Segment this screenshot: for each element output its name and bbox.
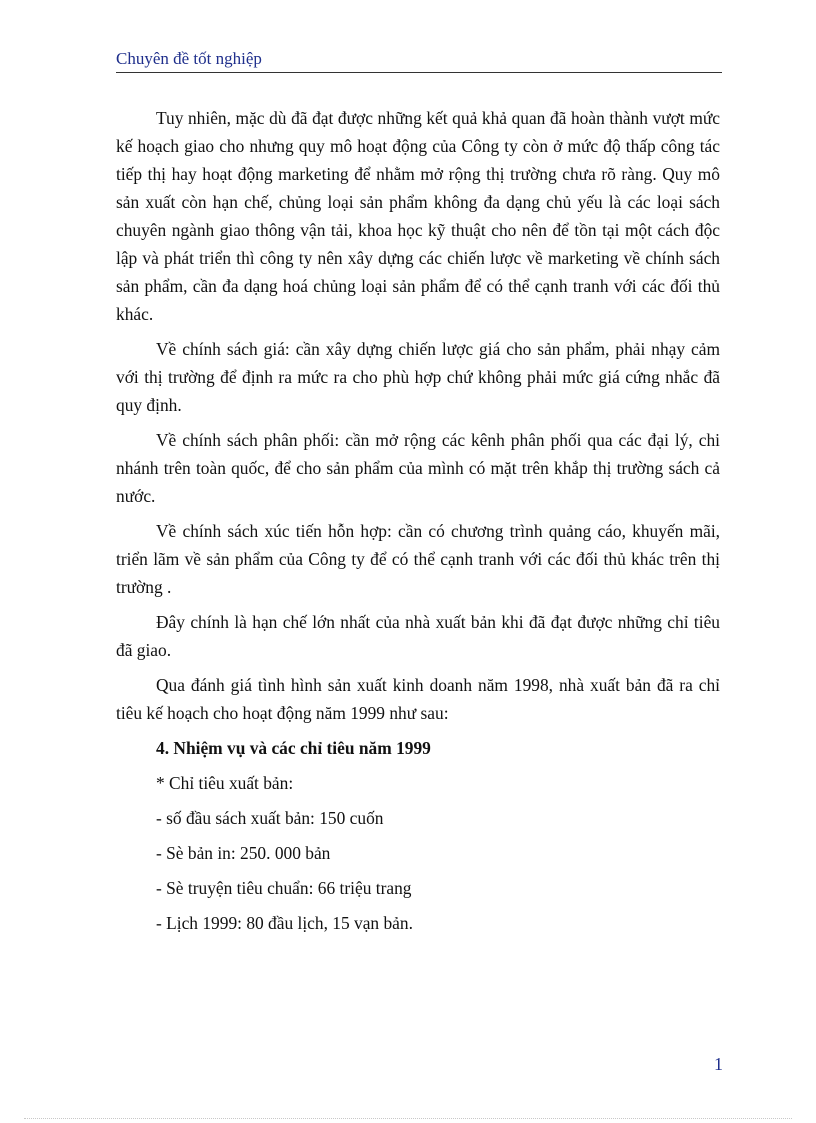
- paragraph: Tuy nhiên, mặc dù đã đạt được những kết quả khả quan đã hoàn thành vượt mức kế hoạch giao cho nhưng quy mô hoạt động của Công ty còn ở mức độ thấp công tác tiếp thị hay hoạt động marketing để nhằm mở rộng thị trường chưa rõ ràng. Quy mô sản xuất còn hạn chế, chủng loại sản phẩm không đa dạng chủ yếu là các loại sách chuyên ngành giao thông vận tải, khoa học kỹ thuật cho nên để tồn tại một cách độc lập và phát triển thì công ty nên xây dựng các chiến lược về marketing về chính sách sản phẩm, cần đa dạng hoá chủng loại sản phẩm để có thể cạnh tranh với các đối thủ khác.: [116, 108, 720, 324]
- paragraph: Về chính sách xúc tiến hỗn hợp: cần có chương trình quảng cáo, khuyến mãi, triển lãm về sản phẩm của Công ty để có thể cạnh tranh với các đối thủ khác trên thị trường .: [116, 521, 720, 597]
- document-title: Chuyên đề tốt nghiệp: [116, 49, 262, 68]
- paragraph: Về chính sách phân phối: cần mở rộng các kênh phân phối qua các đại lý, chi nhánh trên toàn quốc, để cho sản phẩm của mình có mặt trên khắp thị trường sách cả nước.: [116, 430, 720, 506]
- paragraph: Đây chính là hạn chế lớn nhất của nhà xuất bản khi đã đạt được những chỉ tiêu đã giao.: [116, 612, 720, 660]
- page-bottom-rule: [24, 1118, 792, 1119]
- section-heading: 4. Nhiệm vụ và các chỉ tiêu năm 1999: [156, 738, 431, 758]
- list-item: - Sè truyện tiêu chuẩn: 66 triệu trang: [156, 878, 412, 898]
- paragraph: Về chính sách giá: cần xây dựng chiến lược giá cho sản phẩm, phải nhạy cảm với thị trường để định ra mức ra cho phù hợp chứ không phải mức giá cứng nhắc đã quy định.: [116, 339, 720, 415]
- list-item: - số đầu sách xuất bản: 150 cuốn: [156, 808, 384, 828]
- paragraph: Qua đánh giá tình hình sản xuất kinh doanh năm 1998, nhà xuất bản đã ra chỉ tiêu kế hoạch cho hoạt động năm 1999 như sau:: [116, 675, 720, 723]
- document-body: [116, 104, 720, 944]
- list-item: - Sè bản in: 250. 000 bản: [156, 843, 331, 863]
- section-subheading: * Chỉ tiêu xuất bản:: [156, 773, 294, 793]
- list-item: - Lịch 1999: 80 đầu lịch, 15 vạn bản.: [156, 913, 413, 933]
- page-number: 1: [714, 1054, 723, 1074]
- page-header: [116, 48, 722, 73]
